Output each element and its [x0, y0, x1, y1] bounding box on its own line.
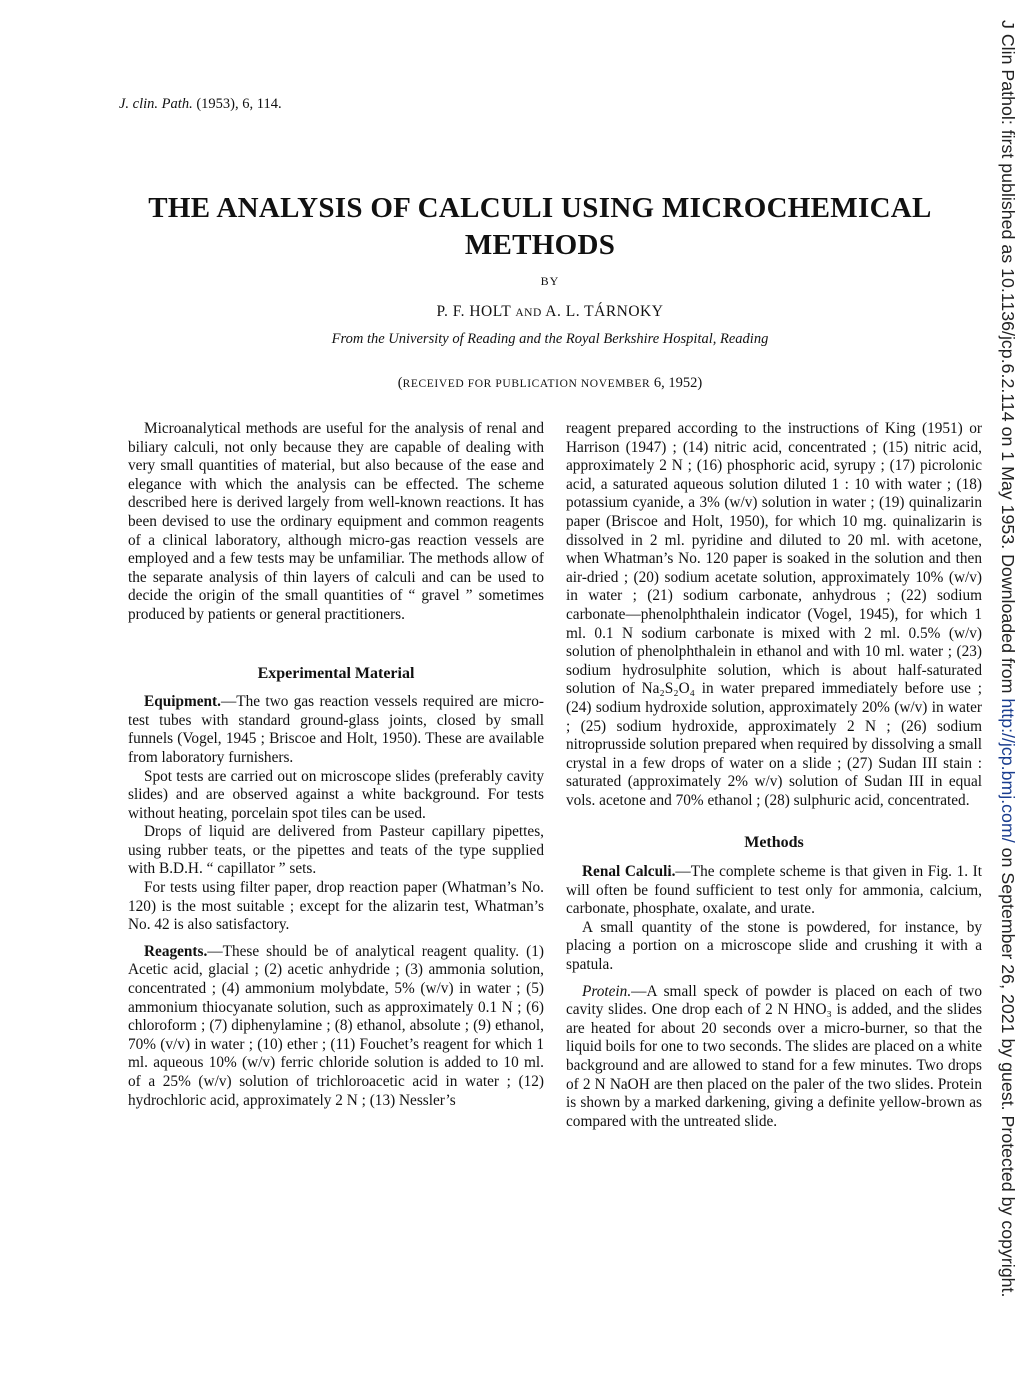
filter-paper-paragraph: For tests using filter paper, drop reaction paper (Whatman’s No. 120) is the most suitable ; except for the alizarin test, Whatman’s No. 42 is also satisfactory.	[128, 879, 544, 934]
year-volume: (1953), 6, 114.	[196, 96, 282, 112]
by-label: BY	[540, 274, 560, 288]
protein-label: Protein.	[582, 982, 632, 1000]
reagents-label: Reagents.	[144, 942, 208, 960]
equipment-label: Equipment.	[144, 693, 221, 711]
drops-paragraph: Drops of liquid are delivered from Pasteur capillary pipettes, using rubber teats, or the pipettes and teats of the type supplied with B.D.H. “ capillator ” sets.	[128, 823, 544, 878]
received-label: RECEIVED FOR PUBLICATION NOVEMBER	[402, 378, 651, 390]
author-1: P. F. HOLT	[436, 303, 511, 320]
author-conjunction: AND	[515, 307, 542, 319]
title-line-2: METHODS	[464, 229, 616, 261]
protein-paragraph	[566, 983, 982, 1132]
equipment-paragraph	[128, 693, 544, 767]
left-column	[128, 420, 544, 1110]
received-day: 6, 1952	[653, 375, 698, 391]
spot-tests-paragraph: Spot tests are carried out on microscope slides (preferably cavity slides) and are observed against a white background. For tests without heating, porcelain spot tiles can be used.	[128, 767, 544, 822]
sidebar-link[interactable]: http://jcp.bmj.com/	[998, 698, 1018, 843]
sidebar-suffix: on September 26, 2021 by guest. Protected by copyright.	[998, 847, 1018, 1298]
title-line-1: THE ANALYSIS OF CALCULI USING MICROCHEMICAL	[148, 192, 932, 224]
affiliation: From the University of Reading and the Royal Berkshire Hospital, Reading	[331, 331, 769, 347]
renal-calculi-text: —The complete scheme is that given in Fig. 1. It will often be found sufficient to test only for ammonia, calcium, carbonate, phosphate, oxalate, and urate.	[566, 863, 982, 918]
journal-name: J. clin. Path.	[119, 96, 193, 112]
received-date: (RECEIVED FOR PUBLICATION NOVEMBER 6, 1952)	[397, 375, 703, 391]
stone-paragraph: A small quantity of the stone is powdered, for instance, by placing a portion on a microscope slide and crushing it with a spatula.	[566, 918, 982, 974]
copyright-sidebar	[997, 20, 1018, 1298]
equipment-text: —The two gas reaction vessels required are micro-test tubes with standard ground-glass joints, closed by small funnels (Vogel, 1945 ; Briscoe and Holt, 1950). These are available from laboratory furnishers.	[128, 693, 544, 766]
section-heading-methods: Methods	[744, 834, 804, 852]
reagents-continued: reagent prepared according to the instructions of King (1951) or Harrison (1947) ; (14) nitric acid, concentrated ; (15) nitric acid, approximately 2 N ; (16) phosphoric acid, syrupy ; (17) picrolonic acid, a saturated aqueous solution diluted 1 : 10 with water ; (18) potassium cyanide, a 3% (w/v) solution in water ; (19) quinalizarin paper (Briscoe and Holt, 1950), for which 10 mg. quinalizarin is dissolved in 2 ml. pyridine and diluted to 20 ml. with acetone, when Whatman’s No. 120 paper is soaked in the solution and then air-dried ; (20) sodium acetate solution, approximately 10% (w/v) in water ; (21) sodium carbonate, anhydrous ; (22) sodium carbonate—phenolphthalein indicator (Vogel, 1945), for which 1 ml. 0.1 N sodium carbonate is mixed with 2 ml. 0.5% (w/v) solution of phenolphthalein in ethanol and with 10 ml. water ; (23) sodium hydrosulphite solution, which is about half-saturated solution of Na₂S₂O₄ in water prepared immediately before use ; (24) sodium hydroxide solution, approximately 20% (w/v) in water ; (25) sodium hydroxide, approximately 2 N ; (26) sodium nitroprusside solution prepared when required by dissolving a small crystal in a few drops of water on a slide ; (27) Sudan III stain : saturated (approximately 2% w/v) solution of Sudan III in equal vols. acetone and 70% ethanol ; (28) sulphuric acid, concentrated.	[566, 420, 982, 809]
section-heading-experimental: Experimental Material	[257, 664, 415, 682]
renal-calculi-paragraph	[566, 863, 982, 919]
journal-citation	[119, 96, 282, 113]
article-title	[100, 190, 980, 264]
authors	[0, 303, 1020, 321]
sidebar-prefix: J Clin Pathol: first published as 10.1136/jcp.6.2.114 on 1 May 1953. Downloaded from	[998, 20, 1018, 694]
renal-calculi-label: Renal Calculi.	[582, 863, 676, 881]
intro-paragraph: Microanalytical methods are useful for the analysis of renal and biliary calculi, not only because they are capable of dealing with very small quantities of material, but also because of the ease and elegance with which the analysis can be effected. The scheme described here is derived largely from well-known reactions. It has been devised to use the ordinary equipment and common reagents of a clinical laboratory, although micro-gas reaction vessels are employed and a few tests may be unfamiliar. The methods allow of the separate analysis of thin layers of calculi and can be used to decide the origin of the small quantities of “ gravel ” sometimes produced by patients or general practitioners.	[128, 420, 544, 623]
reagents-text: —These should be of analytical reagent quality. (1) Acetic acid, glacial ; (2) acetic anhydride ; (3) ammonia solution, concentrated ; (4) ammonium molybdate, 5% (w/v) in water ; (5) ammonium thiocyanate solution, such as approximately 0.1 N ; (6) chloroform ; (7) diphenylamine ; (8) ethanol, absolute ; (9) ethanol, 70% (v/v) in water ; (10) ether ; (11) Fouchet’s reagent for which 1 ml. aqueous 10% (w/v) ferric chloride solution is added to 10 ml. of a 25% (w/v) solution of trichloroacetic acid in water ; (12) hydrochloric acid, approximately 2 N ; (13) Nessler’s	[128, 942, 544, 1109]
right-column	[566, 420, 982, 1131]
author-2: A. L. TÁRNOKY	[545, 303, 664, 320]
reagents-paragraph	[128, 943, 544, 1110]
protein-text: —A small speck of powder is placed on each of two cavity slides. One drop each of 2 N HNO₃ is added, and the slides are heated for about 20 seconds over a micro-burner, so that the liquid boils for one to two seconds. The slides are placed on a white background and are allowed to stand for a few minutes. Two drops of 2 N NaOH are then placed on the paler of the two slides. Protein is shown by a marked darkening, giving a definite yellow-brown as compared with the untreated slide.	[566, 982, 982, 1130]
